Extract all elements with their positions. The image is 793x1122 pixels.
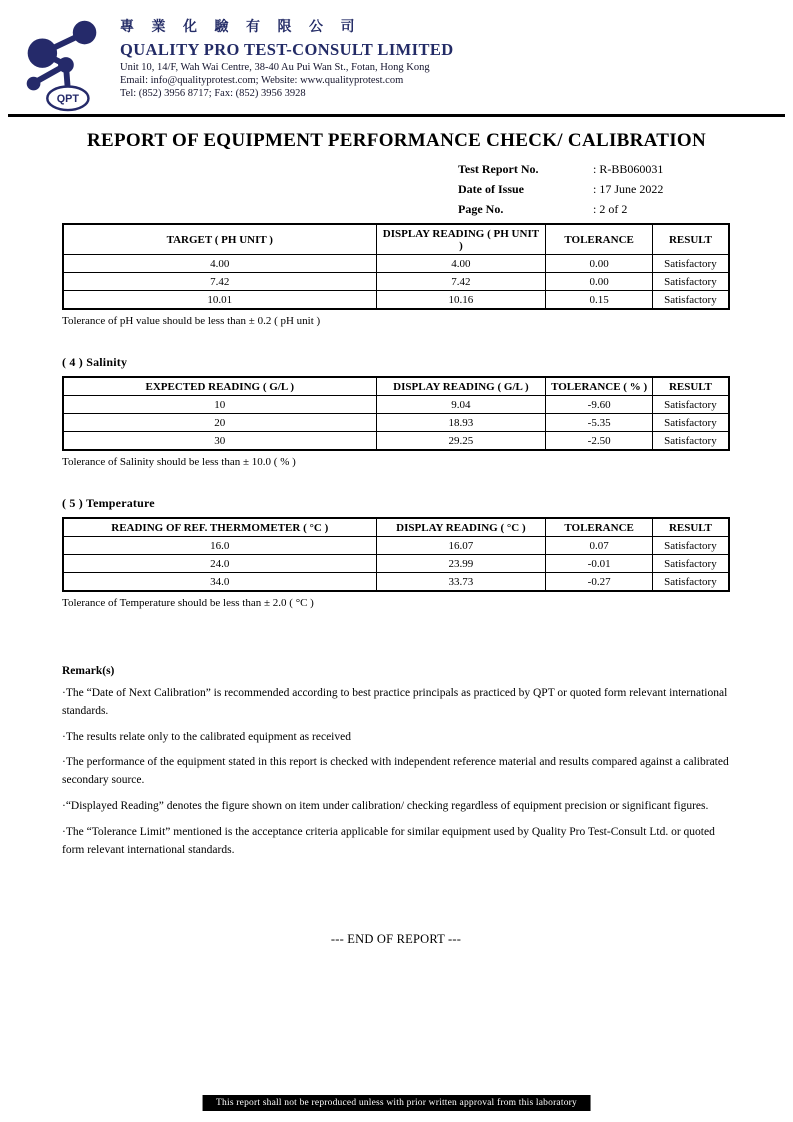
remark-item: ·The performance of the equipment stated in this report is checked with independent reference material and results compared against a calibrated secondary source. xyxy=(62,756,729,787)
column-header: RESULT xyxy=(652,224,729,255)
salinity-tolerance-note: Tolerance of Salinity should be less than ± 10.0 ( % ) xyxy=(62,456,296,468)
table-header-row xyxy=(63,224,729,255)
table-cell: -5.35 xyxy=(546,414,653,432)
report-number-label: Test Report No. xyxy=(458,162,539,176)
remark-item: ·The “Tolerance Limit” mentioned is the acceptance criteria applicable for similar equipment used by Quality Pro Test-Consult Ltd. or quoted form relevant international standards. xyxy=(62,825,715,856)
table-cell: Satisfactory xyxy=(652,396,729,414)
table-cell: -0.27 xyxy=(546,573,653,592)
table-cell: 18.93 xyxy=(376,414,546,432)
ph-table xyxy=(62,223,730,310)
table-cell: 23.99 xyxy=(376,555,546,573)
qpt-logo-text: QPT xyxy=(56,93,79,106)
table-row xyxy=(63,273,729,291)
report-info-row xyxy=(458,182,793,197)
header-divider xyxy=(8,114,785,117)
column-header: TOLERANCE ( % ) xyxy=(546,377,653,396)
table-row xyxy=(63,537,729,555)
table-cell: 10.16 xyxy=(376,291,546,310)
column-header: TOLERANCE xyxy=(546,518,653,537)
table-row xyxy=(63,573,729,592)
temperature-table xyxy=(62,517,730,592)
table-header-row xyxy=(63,377,729,396)
date-of-issue-label: Date of Issue xyxy=(458,182,524,196)
column-header: DISPLAY READING ( °C ) xyxy=(376,518,546,537)
table-cell: Satisfactory xyxy=(652,273,729,291)
table-cell: 29.25 xyxy=(376,432,546,451)
end-of-report-marker: --- END OF REPORT --- xyxy=(330,931,462,946)
qpt-logo-graphic xyxy=(12,10,112,112)
table-cell: 0.15 xyxy=(546,291,653,310)
column-header: TOLERANCE xyxy=(546,224,653,255)
remarks-section xyxy=(62,665,730,860)
report-info-row xyxy=(458,202,793,217)
table-cell: 0.07 xyxy=(546,537,653,555)
column-header: DISPLAY READING ( PH UNIT ) xyxy=(376,224,546,255)
table-cell: 33.73 xyxy=(376,573,546,592)
table-cell: 4.00 xyxy=(376,255,546,273)
table-cell: Satisfactory xyxy=(652,255,729,273)
table-cell: 0.00 xyxy=(546,255,653,273)
table-cell: Satisfactory xyxy=(652,573,729,592)
column-header: DISPLAY READING ( G/L ) xyxy=(376,377,546,396)
table-cell: 0.00 xyxy=(546,273,653,291)
table-cell: 4.00 xyxy=(63,255,376,273)
table-cell: Satisfactory xyxy=(652,414,729,432)
column-header: RESULT xyxy=(652,518,729,537)
table-cell: Satisfactory xyxy=(652,291,729,310)
table-cell: Satisfactory xyxy=(652,555,729,573)
company-contact-phone: Tel: (852) 3956 8717; Fax: (852) 3956 3928 xyxy=(120,88,306,99)
table-cell: 7.42 xyxy=(376,273,546,291)
remarks-heading: Remark(s) xyxy=(62,665,115,677)
table-cell: 9.04 xyxy=(376,396,546,414)
table-cell: 30 xyxy=(63,432,376,451)
table-row xyxy=(63,291,729,310)
date-of-issue-value: : 17 June 2022 xyxy=(593,182,664,196)
column-header: RESULT xyxy=(652,377,729,396)
salinity-table xyxy=(62,376,730,451)
table-cell: -2.50 xyxy=(546,432,653,451)
table-row xyxy=(63,432,729,451)
remark-item: ·“Displayed Reading” denotes the figure shown on item under calibration/ checking regardless of equipment precision or significant figures. xyxy=(62,800,709,813)
table-cell: Satisfactory xyxy=(652,432,729,451)
report-info xyxy=(458,162,793,217)
table-row xyxy=(63,414,729,432)
report-number-value: : R-BB060031 xyxy=(593,162,664,176)
ph-tolerance-note: Tolerance of pH value should be less than ± 0.2 ( pH unit ) xyxy=(62,315,321,327)
column-header: READING OF REF. THERMOMETER ( °C ) xyxy=(63,518,376,537)
table-cell: -0.01 xyxy=(546,555,653,573)
temperature-tolerance-note: Tolerance of Temperature should be less than ± 2.0 ( °C ) xyxy=(62,597,314,609)
table-header-row xyxy=(63,518,729,537)
company-block xyxy=(112,10,454,112)
table-row xyxy=(63,255,729,273)
report-body xyxy=(62,223,730,947)
column-header: TARGET ( PH UNIT ) xyxy=(63,224,376,255)
table-cell: 34.0 xyxy=(63,573,376,592)
table-cell: 24.0 xyxy=(63,555,376,573)
page-number-value: : 2 of 2 xyxy=(593,202,628,216)
table-cell: 16.0 xyxy=(63,537,376,555)
table-cell: 20 xyxy=(63,414,376,432)
salinity-section-heading: ( 4 ) Salinity xyxy=(62,355,128,369)
letterhead xyxy=(0,0,793,112)
report-title: REPORT OF EQUIPMENT PERFORMANCE CHECK/ CALIBRATION xyxy=(86,130,707,151)
temperature-section-heading: ( 5 ) Temperature xyxy=(62,496,155,510)
column-header: EXPECTED READING ( G/L ) xyxy=(63,377,376,396)
table-row xyxy=(63,555,729,573)
remark-item: ·The results relate only to the calibrated equipment as received xyxy=(62,730,351,743)
confidentiality-footer: This report shall not be reproduced unless with prior written approval from this laboratory xyxy=(202,1095,591,1111)
page-number-label: Page No. xyxy=(458,202,504,216)
company-address: Unit 10, 14/F, Wah Wai Centre, 38-40 Au Pui Wan St., Fotan, Hong Kong xyxy=(120,62,430,73)
company-name-chinese: 專 業 化 驗 有 限 公 司 xyxy=(120,20,362,35)
table-cell: -9.60 xyxy=(546,396,653,414)
table-cell: 16.07 xyxy=(376,537,546,555)
table-cell: 10 xyxy=(63,396,376,414)
qpt-logo xyxy=(12,10,112,112)
table-cell: Satisfactory xyxy=(652,537,729,555)
table-cell: 7.42 xyxy=(63,273,376,291)
company-contact-email: Email: info@qualityprotest.com; Website: www.qualityprotest.com xyxy=(120,75,404,86)
table-row xyxy=(63,396,729,414)
table-cell: 10.01 xyxy=(63,291,376,310)
remark-item: ·The “Date of Next Calibration” is recommended according to best practice principals as practiced by QPT or quoted form relevant international standards. xyxy=(62,687,728,717)
company-name-english: QUALITY PRO TEST-CONSULT LIMITED xyxy=(120,40,454,59)
report-info-row xyxy=(458,162,793,177)
